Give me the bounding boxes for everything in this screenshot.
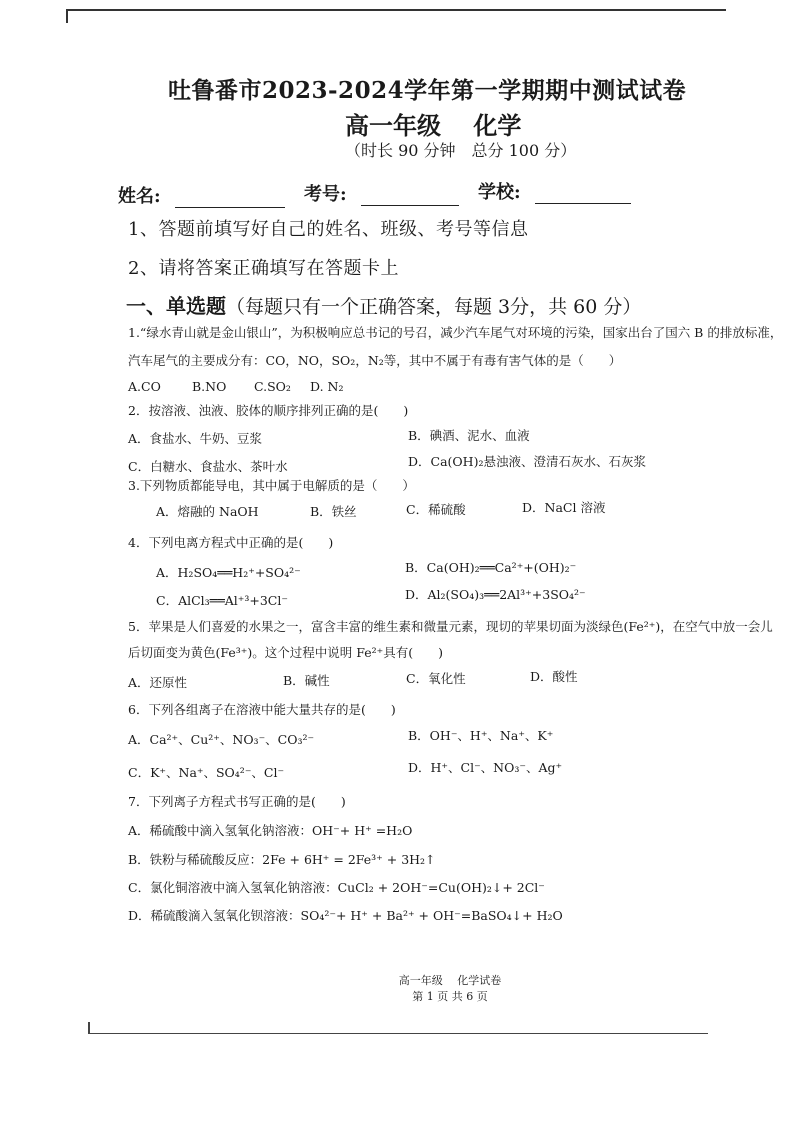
footer-subject: 高一年级 化学试卷: [398, 974, 502, 987]
q5-option-b: B．碱性: [283, 673, 330, 688]
school-label: 学校:: [478, 182, 521, 203]
question-1-line-2: 汽车尾气的主要成分有：CO，NO，SO₂，N₂等，其中不属于有毒有害气体的是（ ）: [128, 353, 622, 368]
q1-option-d: D. N₂: [310, 379, 344, 394]
school-blank[interactable]: [535, 185, 631, 204]
q2-option-d: D．Ca(OH)₂悬浊液、澄清石灰水、石灰浆: [408, 454, 646, 469]
exam-no-field: [304, 180, 459, 206]
q2-option-c: C．白糖水、食盐水、茶叶水: [128, 459, 288, 474]
school-field: [478, 178, 631, 204]
bottom-border-line: [88, 1033, 708, 1034]
question-6: 6．下列各组离子在溶液中能大量共存的是( ): [128, 702, 396, 717]
q6-option-d: D．H⁺、Cl⁻、NO₃⁻、Ag⁺: [408, 760, 563, 775]
q7-option-d: D．稀硫酸滴入氢氧化钡溶液：SO₄²⁻+ H⁺ + Ba²⁺ + OH⁻=BaSO₄↓+ H₂O: [128, 908, 563, 923]
q3-option-c: C．稀硫酸: [406, 502, 466, 517]
q4-option-d: D．Al₂(SO₄)₃══2Al³⁺+3SO₄²⁻: [405, 587, 586, 602]
q5-option-c: C．氧化性: [406, 671, 466, 686]
q2-option-b: B．碘酒、泥水、血液: [408, 428, 530, 443]
instruction-1: 1、答题前填写好自己的姓名、班级、考号等信息: [128, 219, 529, 240]
q4-option-a: A．H₂SO₄══H₂⁺+SO₄²⁻: [156, 565, 301, 580]
q4-option-b: B．Ca(OH)₂══Ca²⁺+(OH)₂⁻: [405, 560, 577, 575]
question-2: 2．按溶液、浊液、胶体的顺序排列正确的是( ): [128, 403, 409, 418]
q1-option-b: B.NO: [192, 379, 227, 394]
question-1-line-1: 1.“绿水青山就是金山银山”，为积极响应总书记的号召，减少汽车尾气对环境的污染，国家出台了国六 B 的排放标准，: [128, 325, 783, 340]
q6-option-b: B．OH⁻、H⁺、Na⁺、K⁺: [408, 728, 554, 743]
exam-subtitle: 高一年级 化学: [345, 111, 522, 140]
question-3: 3.下列物质都能导电，其中属于电解质的是（ ）: [128, 478, 415, 493]
q7-option-b: B．铁粉与稀硫酸反应：2Fe + 6H⁺ = 2Fe³⁺ + 3H₂↑: [128, 852, 436, 867]
footer-page-number: 第 1 页 共 6 页: [412, 990, 488, 1003]
top-border-line: [66, 9, 726, 11]
instruction-2: 2、请将答案正确填写在答题卡上: [128, 258, 399, 279]
question-5-line-2: 后切面变为黄色(Fe³⁺)。这个过程中说明 Fe²⁺具有( ): [128, 645, 443, 660]
section-title: 一、单选题: [126, 294, 226, 318]
q4-option-c: C．AlCl₃══Al⁺³+3Cl⁻: [156, 593, 288, 608]
top-corner-mark: [66, 9, 78, 23]
q2-option-a: A．食盐水、牛奶、豆浆: [128, 431, 263, 446]
name-field: [118, 182, 285, 208]
q6-option-c: C．K⁺、Na⁺、SO₄²⁻、Cl⁻: [128, 765, 285, 780]
q3-option-d: D．NaCl 溶液: [522, 500, 606, 515]
q1-option-a: A.CO: [128, 379, 161, 394]
exam-duration: （时长 90 分钟 总分 100 分）: [345, 141, 577, 160]
q3-option-b: B．铁丝: [310, 504, 357, 519]
name-blank[interactable]: [175, 189, 285, 208]
q5-option-a: A．还原性: [128, 675, 188, 690]
question-5-line-1: 5．苹果是人们喜爱的水果之一，富含丰富的维生素和微量元素，现切的苹果切面为淡绿色(Fe²⁺)，在空气中放一会儿: [128, 619, 773, 634]
q6-option-a: A．Ca²⁺、Cu²⁺、NO₃⁻、CO₃²⁻: [128, 732, 315, 747]
section-description: （每题只有一个正确答案，每题 3分，共 60 分）: [226, 296, 642, 318]
section-heading: [126, 290, 641, 319]
question-7: 7．下列离子方程式书写正确的是( ): [128, 794, 346, 809]
exam-no-label: 考号:: [304, 184, 347, 205]
question-4: 4．下列电离方程式中正确的是( ): [128, 535, 334, 550]
q7-option-a: A．稀硫酸中滴入氢氧化钠溶液：OH⁻+ H⁺ =H₂O: [128, 823, 413, 838]
q1-option-c: C.SO₂: [254, 379, 291, 394]
q3-option-a: A．熔融的 NaOH: [156, 504, 259, 519]
exam-title: 吐鲁番市2023-2024学年第一学期期中测试试卷: [168, 77, 687, 104]
q7-option-c: C．氯化铜溶液中滴入氢氧化钠溶液：CuCl₂ + 2OH⁻=Cu(OH)₂↓+ 2Cl⁻: [128, 880, 545, 895]
exam-no-blank[interactable]: [361, 187, 459, 206]
q5-option-d: D．酸性: [530, 669, 578, 684]
name-label: 姓名:: [118, 186, 161, 207]
